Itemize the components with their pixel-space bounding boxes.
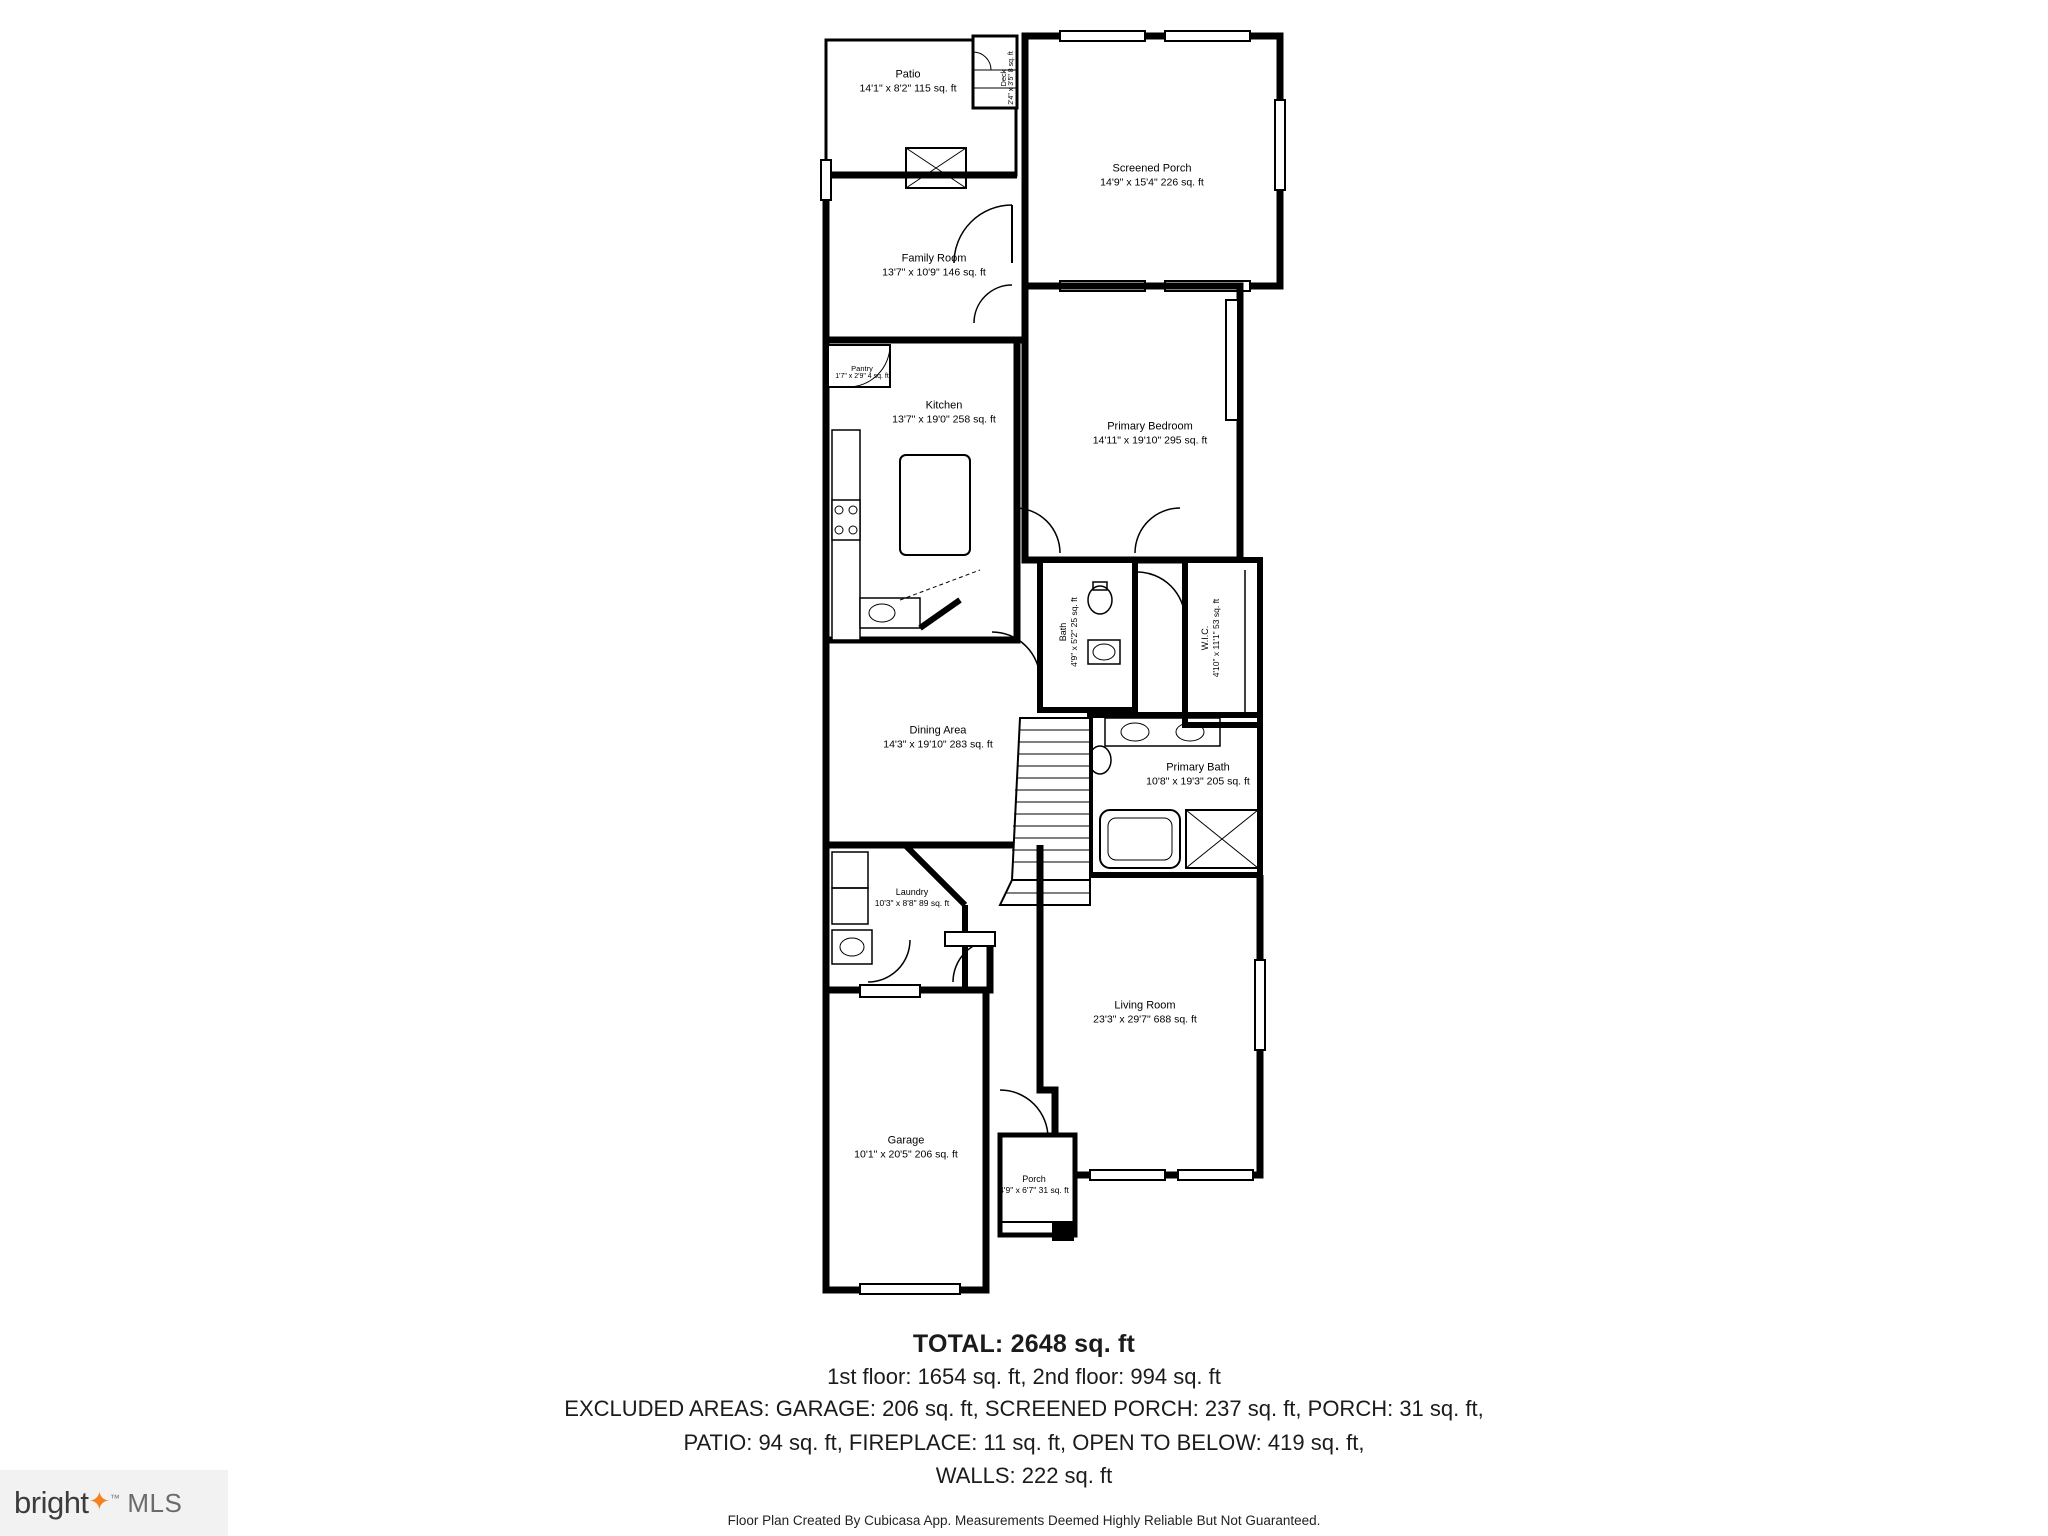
room-dimensions: 4'10" x 11'1" 53 sq. ft — [1211, 598, 1222, 678]
summary-block — [0, 1330, 2048, 1528]
room-label-garage — [854, 1135, 958, 1162]
total-area-label: TOTAL: 2648 sq. ft — [912, 1330, 1136, 1358]
room-name: W.I.C. — [1200, 625, 1211, 651]
room-name: Primary Bath — [1166, 761, 1230, 774]
excluded-areas-line-3: WALLS: 222 sq. ft — [935, 1463, 1113, 1489]
room-name: Porch — [1022, 1174, 1046, 1185]
room-label-patio — [859, 69, 956, 96]
room-label-primary-bath — [1146, 762, 1250, 789]
screened-porch-outline — [1025, 31, 1285, 291]
room-label-screened-porch — [1100, 163, 1204, 190]
disclaimer-text: Floor Plan Created By Cubicasa App. Measurements Deemed Highly Reliable But Not Guaranteed. — [727, 1513, 1321, 1529]
room-name: Deck — [998, 69, 1008, 87]
room-name: Garage — [887, 1134, 925, 1147]
room-dimensions: 14'9" x 15'4" 226 sq. ft — [1100, 176, 1204, 189]
room-dimensions: 23'3" x 29'7" 688 sq. ft — [1093, 1013, 1197, 1026]
room-label-family-room — [882, 253, 986, 280]
room-dimensions: 10'3" x 8'8" 89 sq. ft — [874, 898, 950, 909]
room-name: Screened Porch — [1112, 162, 1192, 175]
kitchen-outline — [826, 340, 1017, 640]
logo-mls-text: MLS — [127, 1487, 183, 1518]
room-name: Pantry — [851, 363, 873, 373]
room-dimensions: 2'4" x 3'5" 8 sq. ft — [1008, 51, 1016, 105]
room-name: Bath — [1058, 622, 1069, 642]
room-label-primary-bedroom — [1093, 421, 1208, 448]
room-label-living-room — [1093, 1000, 1197, 1027]
primary-bath-outline — [1089, 715, 1260, 875]
room-label-pantry — [835, 364, 889, 382]
bright-mls-logo — [0, 1470, 228, 1536]
room-dimensions: 14'1" x 8'2" 115 sq. ft — [859, 82, 957, 95]
room-dimensions: 4'9" x 5'2" 25 sq. ft — [1069, 597, 1080, 667]
excluded-areas-line-1: EXCLUDED AREAS: GARAGE: 206 sq. ft, SCREENED PORCH: 237 sq. ft, PORCH: 31 sq. ft, — [564, 1396, 1484, 1421]
room-name: Dining Area — [909, 724, 967, 737]
room-dimensions: 10'8" x 19'3" 205 sq. ft — [1146, 775, 1250, 788]
logo-tm: ™ — [109, 1493, 120, 1505]
room-dimensions: 1'7" x 2'9" 4 sq. ft — [835, 373, 889, 381]
room-name: Family Room — [901, 252, 967, 265]
room-label-bath — [1058, 597, 1080, 667]
room-dimensions: 14'3" x 19'10" 283 sq. ft — [883, 738, 993, 751]
room-name: Patio — [895, 68, 921, 81]
room-dimensions: 4'9" x 6'7" 31 sq. ft — [999, 1185, 1069, 1196]
logo-brand-name: bright — [14, 1485, 89, 1520]
room-label-wic — [1200, 599, 1222, 678]
room-name: Primary Bedroom — [1107, 420, 1193, 433]
room-name: Kitchen — [925, 399, 963, 412]
room-label-kitchen — [892, 400, 996, 427]
room-dimensions: 13'7" x 10'9" 146 sq. ft — [882, 266, 986, 279]
staircase — [1000, 718, 1090, 905]
room-label-dining-area — [883, 725, 993, 752]
laundry-outline — [826, 845, 995, 990]
room-dimensions: 14'11" x 19'10" 295 sq. ft — [1092, 434, 1208, 447]
room-dimensions: 13'7" x 19'0" 258 sq. ft — [892, 413, 996, 426]
room-label-deck — [999, 51, 1017, 105]
logo-wordmark — [14, 1485, 119, 1521]
room-name: Living Room — [1114, 999, 1176, 1012]
excluded-areas-line-2: PATIO: 94 sq. ft, FIREPLACE: 11 sq. ft, OPEN TO BELOW: 419 sq. ft, — [683, 1429, 1365, 1455]
wic-outline — [1137, 560, 1260, 725]
room-label-laundry — [875, 887, 950, 909]
room-dimensions: 10'1" x 20'5" 206 sq. ft — [854, 1148, 958, 1161]
room-name: Laundry — [895, 887, 929, 898]
logo-spark-icon: ✦ — [88, 1486, 110, 1516]
room-label-porch — [999, 1174, 1069, 1196]
floors-breakdown-label: 1st floor: 1654 sq. ft, 2nd floor: 994 sq. ft — [827, 1364, 1221, 1389]
